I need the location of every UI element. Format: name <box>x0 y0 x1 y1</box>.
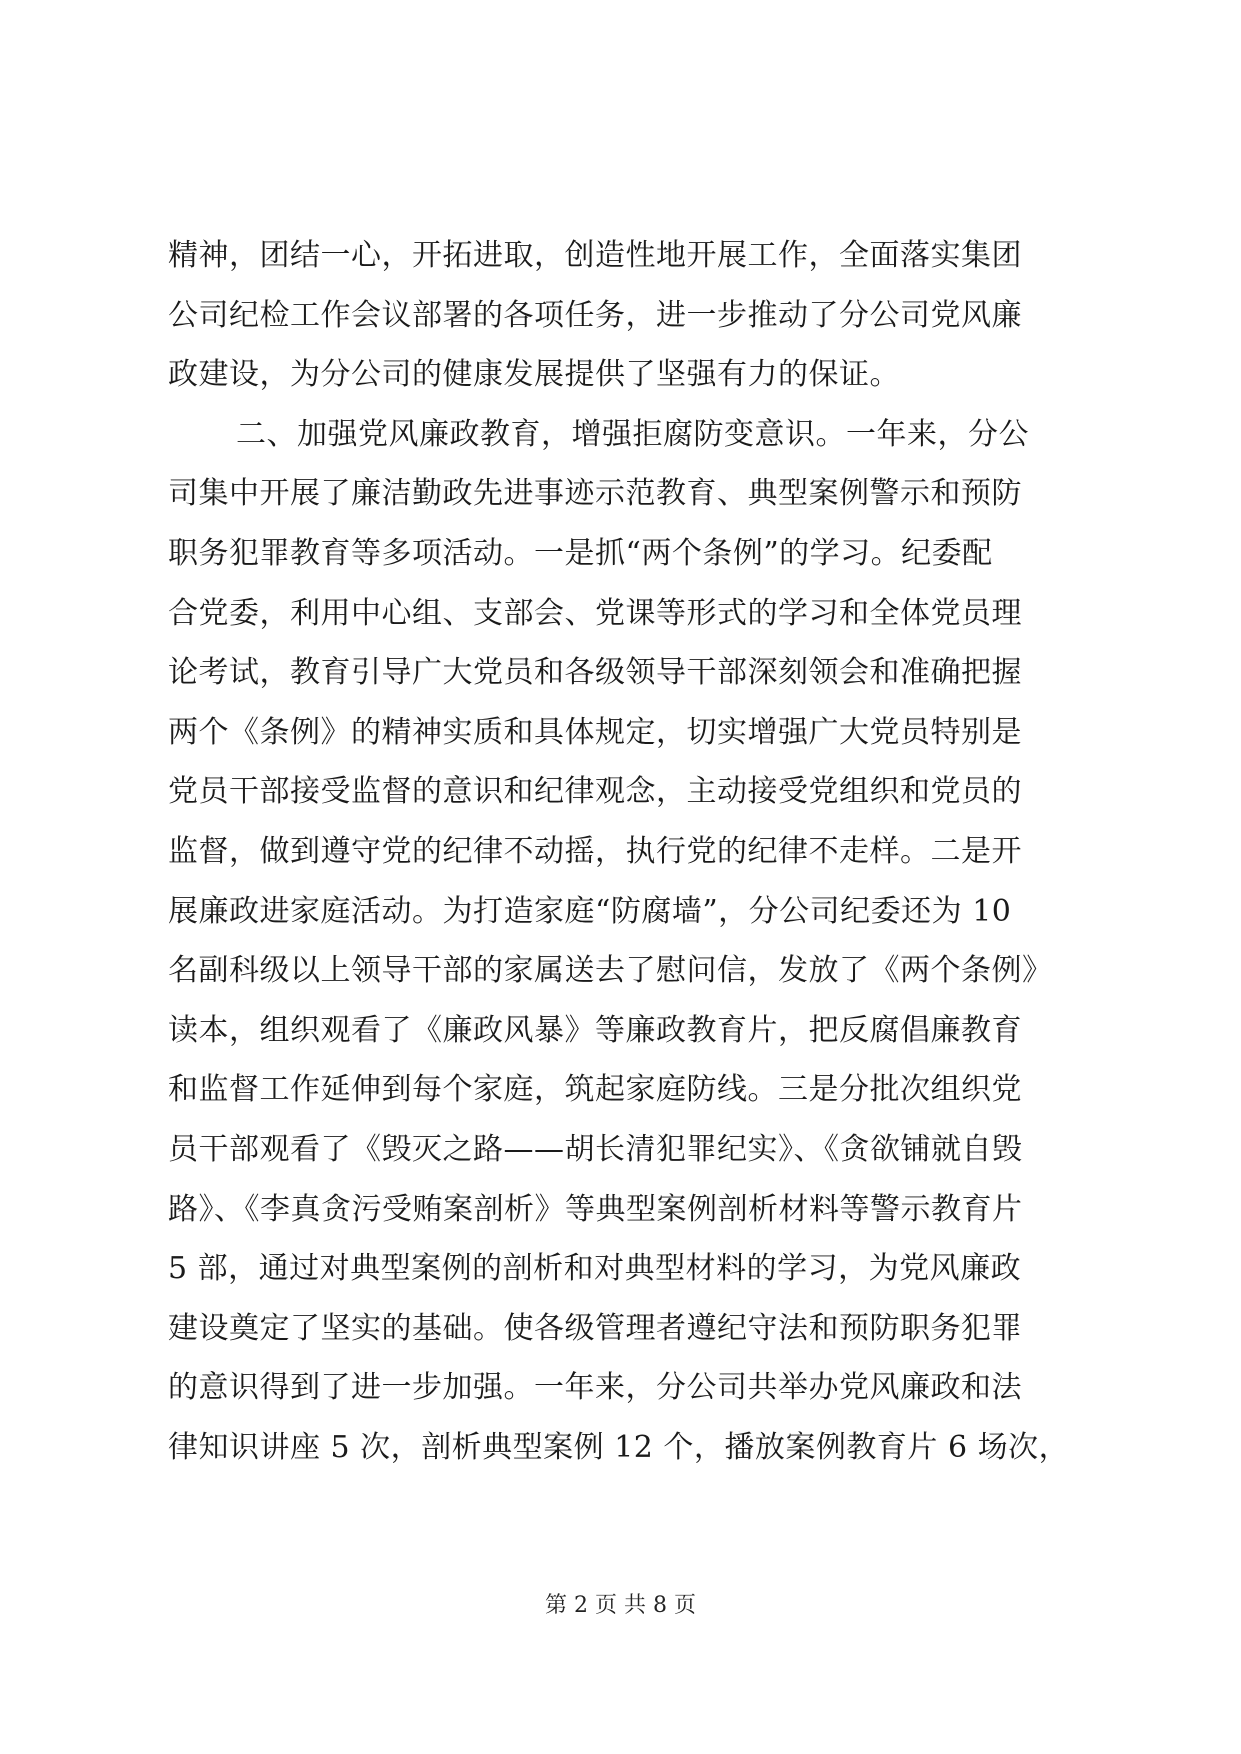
text-line: 职务犯罪教育等多项活动。一是抓“两个条例”的学习。纪委配 <box>168 535 993 571</box>
page-footer <box>0 1588 1241 1619</box>
text-line: 司集中开展了廉洁勤政先进事迹示范教育、典型案例警示和预防 <box>168 476 1022 512</box>
text-line: 公司纪检工作会议部署的各项任务，进一步推动了分公司党风廉 <box>168 297 1022 333</box>
page-number: 第 2 页 共 8 页 <box>545 1593 696 1618</box>
text-line: 精神，团结一心，开拓进取，创造性地开展工作，全面落实集团 <box>168 238 1022 273</box>
text-line: 党员干部接受监督的意识和纪律观念，主动接受党组织和党员的 <box>168 774 1022 810</box>
text-line: 路》、《李真贪污受贿案剖析》等典型案例剖析材料等警示教育片 <box>168 1191 1023 1227</box>
body-text <box>168 226 1088 1477</box>
text-line: 读本，组织观看了《廉政风暴》等廉政教育片，把反腐倡廉教育 <box>168 1012 1022 1048</box>
section-heading-line: 二、加强党风廉政教育，增强拒腐防变意识。一年来，分公 <box>236 416 1029 452</box>
text-line: 合党委，利用中心组、支部会、党课等形式的学习和全体党员理 <box>168 595 1022 631</box>
text-line: 展廉政进家庭活动。为打造家庭“防腐墙”，分公司纪委还为 10 <box>168 893 1012 929</box>
text-line: 政建设，为分公司的健康发展提供了坚强有力的保证。 <box>168 357 900 393</box>
text-line: 论考试，教育引导广大党员和各级领导干部深刻领会和准确把握 <box>168 655 1022 691</box>
text-line: 5 部，通过对典型案例的剖析和对典型材料的学习，为党风廉政 <box>168 1251 1022 1287</box>
text-line: 员干部观看了《毁灭之路——胡长清犯罪纪实》、《贪欲铺就自毁 <box>168 1131 1023 1167</box>
text-line: 律知识讲座 5 次，剖析典型案例 12 个，播放案例教育片 6 场次， <box>168 1429 1070 1465</box>
text-line: 的意识得到了进一步加强。一年来，分公司共举办党风廉政和法 <box>168 1370 1022 1406</box>
text-line: 名副科级以上领导干部的家属送去了慰问信，发放了《两个条例》 <box>168 953 1053 989</box>
text-line: 建设奠定了坚实的基础。使各级管理者遵纪守法和预防职务犯罪 <box>168 1310 1022 1346</box>
text-line: 监督，做到遵守党的纪律不动摇，执行党的纪律不走样。二是开 <box>168 833 1022 869</box>
text-line: 两个《条例》的精神实质和具体规定，切实增强广大党员特别是 <box>168 714 1022 750</box>
text-line: 和监督工作延伸到每个家庭，筑起家庭防线。三是分批次组织党 <box>168 1072 1022 1108</box>
